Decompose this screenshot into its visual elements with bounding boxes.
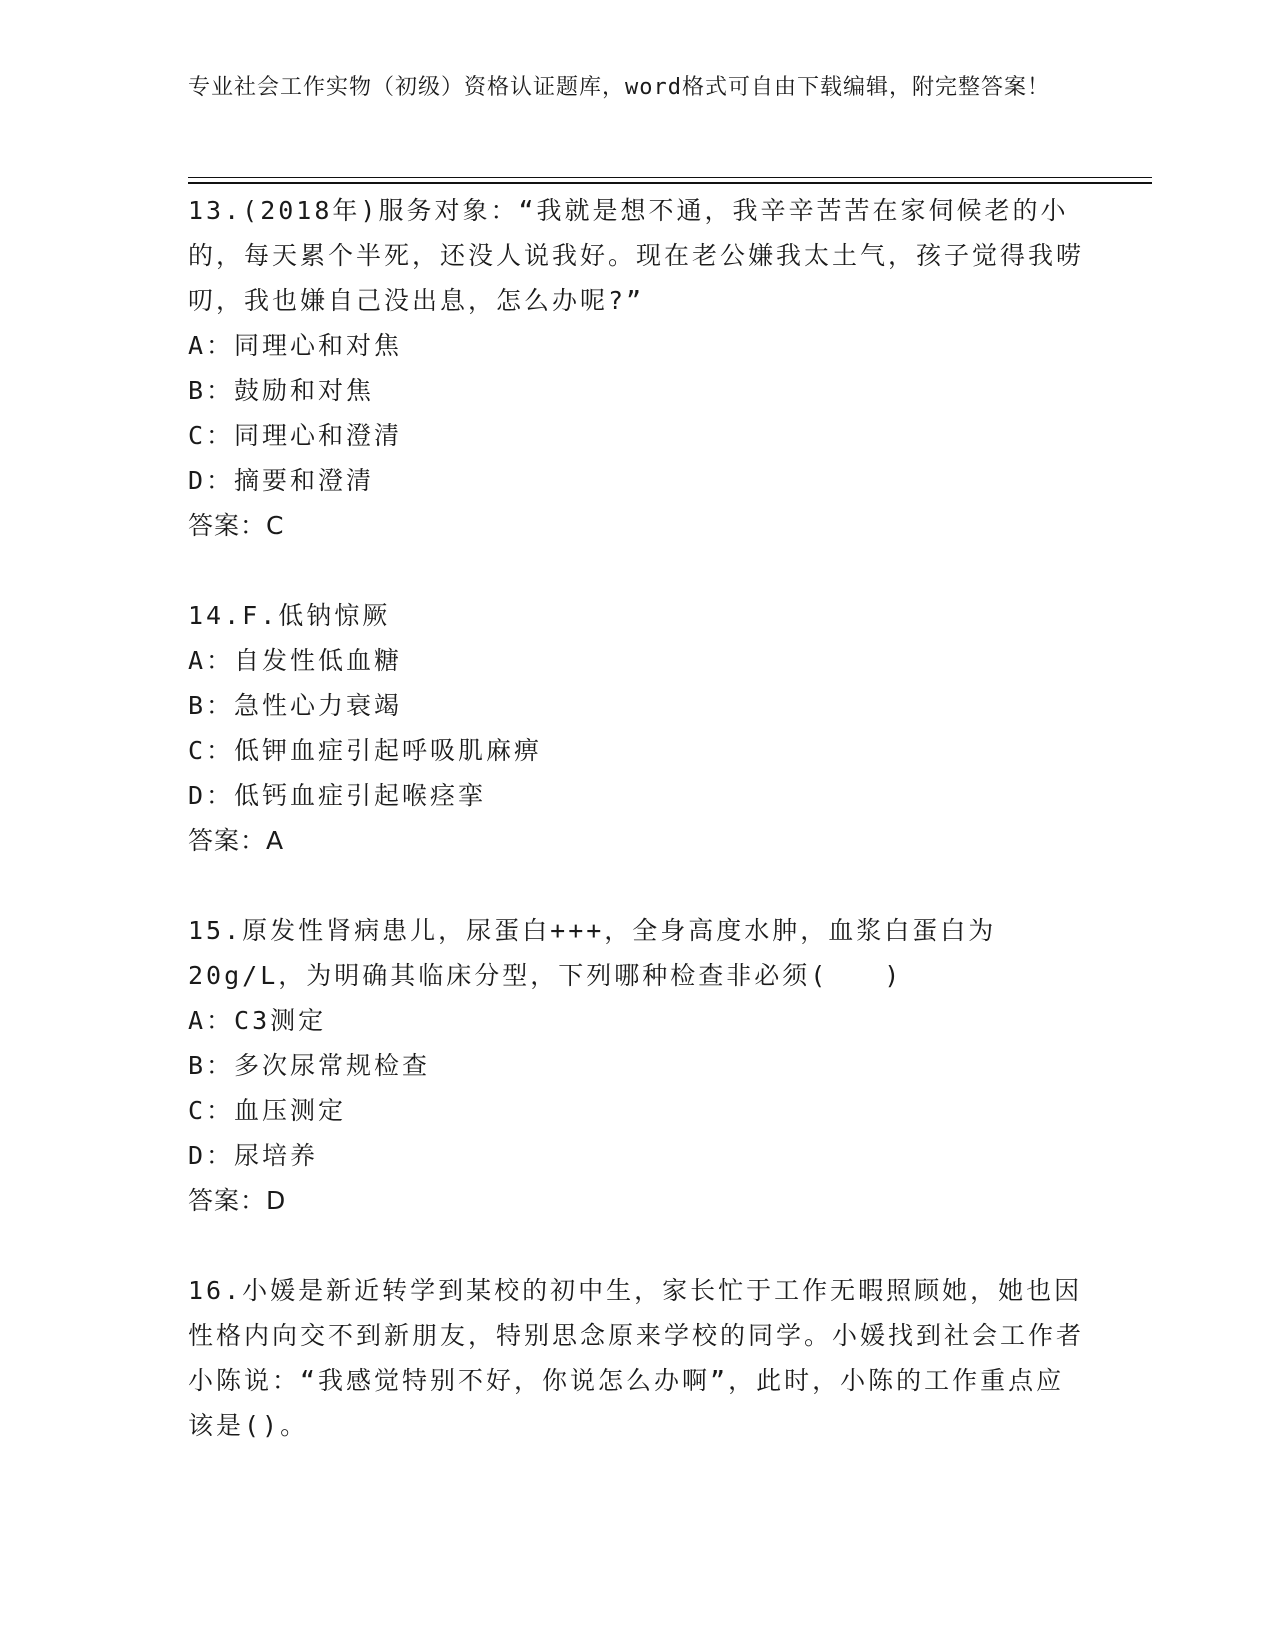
question-stem: 15.原发性肾病患儿，尿蛋白+++，全身高度水肿，血浆白蛋白为20g/L，为明确其临床分型，下列哪种检查非必须( ) [188, 916, 997, 990]
question-list [188, 188, 1088, 1448]
spacer [188, 1223, 1088, 1268]
answer-line: 答案：C [188, 511, 285, 540]
question-15 [188, 908, 1088, 1223]
option-a: A：自发性低血糖 [188, 646, 403, 675]
option-a: A：同理心和对焦 [188, 331, 403, 360]
page-header: 专业社会工作实物（初级）资格认证题库，word格式可自由下载编辑，附完整答案！ [188, 75, 1050, 100]
question-14 [188, 593, 1088, 863]
option-a: A：C3测定 [188, 1006, 327, 1035]
header-rule-thin [188, 177, 1152, 178]
option-b: B：急性心力衰竭 [188, 691, 403, 720]
question-16 [188, 1268, 1088, 1448]
spacer [188, 863, 1088, 908]
question-13 [188, 188, 1088, 548]
question-stem: 14.F.低钠惊厥 [188, 601, 391, 630]
question-stem: 16.小媛是新近转学到某校的初中生，家长忙于工作无暇照顾她，她也因性格内向交不到新朋友，特别思念原来学校的同学。小媛找到社会工作者小陈说：“我感觉特别不好，你说怎么办啊”，此时，小陈的工作重点应该是()。 [188, 1276, 1085, 1440]
option-d: D：摘要和澄清 [188, 466, 375, 495]
option-d: D：尿培养 [188, 1141, 319, 1170]
option-c: C：同理心和澄清 [188, 421, 403, 450]
question-stem: 13.(2018年)服务对象：“我就是想不通，我辛辛苦苦在家伺候老的小的，每天累个半死，还没人说我好。现在老公嫌我太土气，孩子觉得我唠叨，我也嫌自己没出息，怎么办呢?” [188, 196, 1085, 315]
option-c: C：血压测定 [188, 1096, 347, 1125]
spacer [188, 548, 1088, 593]
answer-line: 答案：D [188, 1186, 287, 1215]
answer-line: 答案：A [188, 826, 285, 855]
header-rule-thick [188, 182, 1152, 184]
option-b: B：鼓励和对焦 [188, 376, 375, 405]
option-d: D：低钙血症引起喉痉挛 [188, 781, 487, 810]
option-b: B：多次尿常规检查 [188, 1051, 431, 1080]
option-c: C：低钾血症引起呼吸肌麻痹 [188, 736, 543, 765]
